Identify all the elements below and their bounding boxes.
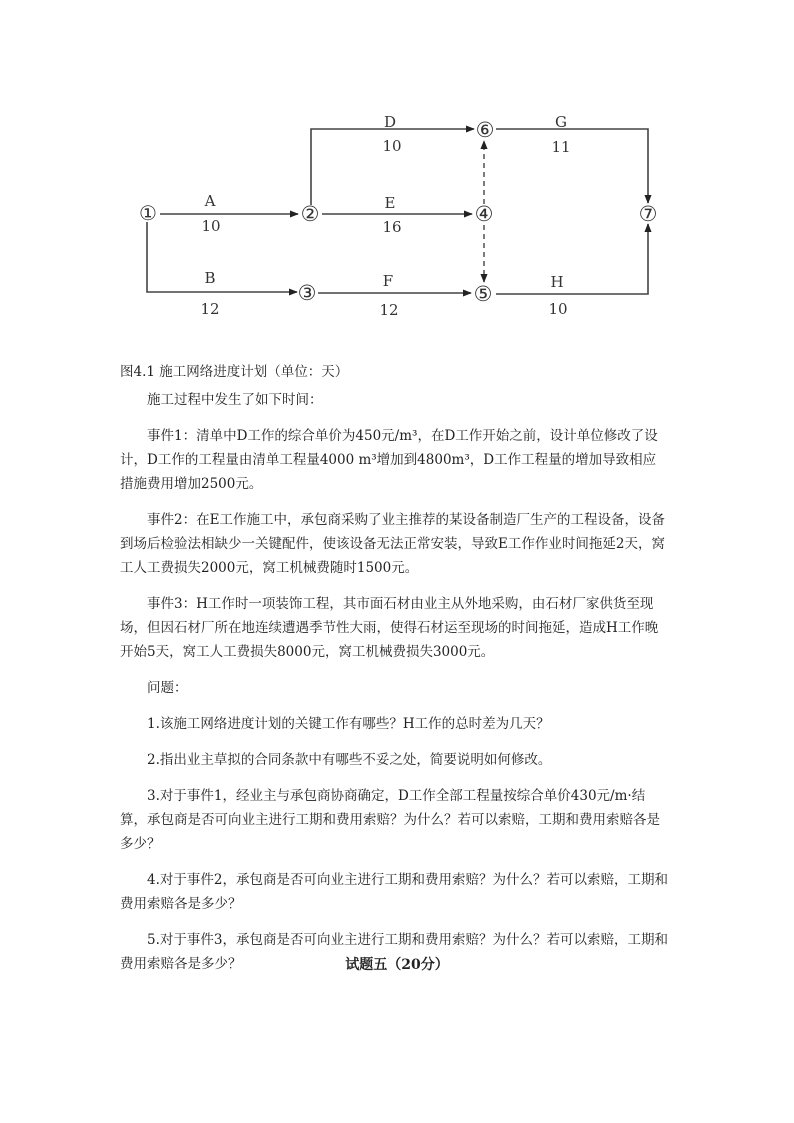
activity-A-name: A xyxy=(204,192,216,210)
activity-A-duration: 10 xyxy=(201,217,221,235)
activity-F-name: F xyxy=(382,272,394,290)
edge-B xyxy=(147,222,297,292)
activity-D-name: D xyxy=(383,113,397,131)
intro-paragraph: 施工过程中发生了如下时间： xyxy=(147,392,323,408)
question-1: 1.该施工网络进度计划的关键工作有哪些？H工作的总时差为几天？ xyxy=(147,716,550,732)
activity-H-duration: 10 xyxy=(548,300,568,318)
node-2: ② xyxy=(300,202,320,226)
node-7: ⑦ xyxy=(638,202,658,226)
document-body xyxy=(120,388,668,988)
event-2-paragraph: 事件2：在E工作施工中，承包商采购了业主推荐的某设备制造厂生产的工程设备，设备到场后检验法相缺少一关键配件，使该设备无法正常安装，导致E工作作业时间拖延2天，窝工人工费损失2000元，窝工机械费随时1500元。 xyxy=(120,512,665,576)
activity-B-name: B xyxy=(204,269,216,287)
network-diagram xyxy=(0,0,794,340)
activity-E-duration: 16 xyxy=(382,218,402,236)
activity-G-duration: 11 xyxy=(551,138,571,156)
event-1-paragraph: 事件1：清单中D工作的综合单价为450元/m³，在D工作开始之前，设计单位修改了设计，D工作的工程量由清单工程量4000 m³增加到4800m³，D工作工程量的增加导致相应措施费用增加2500元。 xyxy=(120,428,658,492)
event-3-paragraph: 事件3：H工作时一项装饰工程，其市面石材由业主从外地采购，由石材厂家供货至现场，但因石材厂所在地连续遭遇季节性大雨，使得石材运至现场的时间拖延，造成H工作晚开始5天，窝工人工费损失8000元，窝工机械费损失3000元。 xyxy=(120,596,659,660)
activity-B-duration: 12 xyxy=(200,300,220,318)
activity-H-name: H xyxy=(550,273,564,291)
node-6: ⑥ xyxy=(475,118,495,142)
section-title: 试题五（20分） xyxy=(345,957,449,973)
question-2: 2.指出业主草拟的合同条款中有哪些不妥之处，简要说明如何修改。 xyxy=(147,752,552,768)
node-4: ④ xyxy=(474,202,494,226)
question-3: 3.对于事件1，经业主与承包商协商确定，D工作全部工程量按综合单价430元/m·结算，承包商是否可向业主进行工期和费用索赔？为什么？若可以索赔，工期和费用索赔各是多少？ xyxy=(120,788,660,852)
edge-G xyxy=(496,129,648,203)
node-1: ① xyxy=(139,201,157,225)
activity-E-name: E xyxy=(384,194,396,212)
activity-F-duration: 12 xyxy=(379,301,399,319)
figure-caption: 图4.1 施工网络进度计划（单位：天） xyxy=(120,364,349,380)
question-4: 4.对于事件2，承包商是否可向业主进行工期和费用索赔？为什么？若可以索赔，工期和费用索赔各是多少？ xyxy=(120,872,668,912)
activity-G-name: G xyxy=(555,113,567,131)
questions-heading: 问题： xyxy=(147,680,188,696)
node-5: ⑤ xyxy=(473,282,493,306)
edge-H xyxy=(496,224,648,294)
question-5: 5.对于事件3，承包商是否可向业主进行工期和费用索赔？为什么？若可以索赔，工期和费用索赔各是多少？ xyxy=(120,932,668,972)
node-3: ③ xyxy=(297,281,317,305)
activity-D-duration: 10 xyxy=(382,137,402,155)
